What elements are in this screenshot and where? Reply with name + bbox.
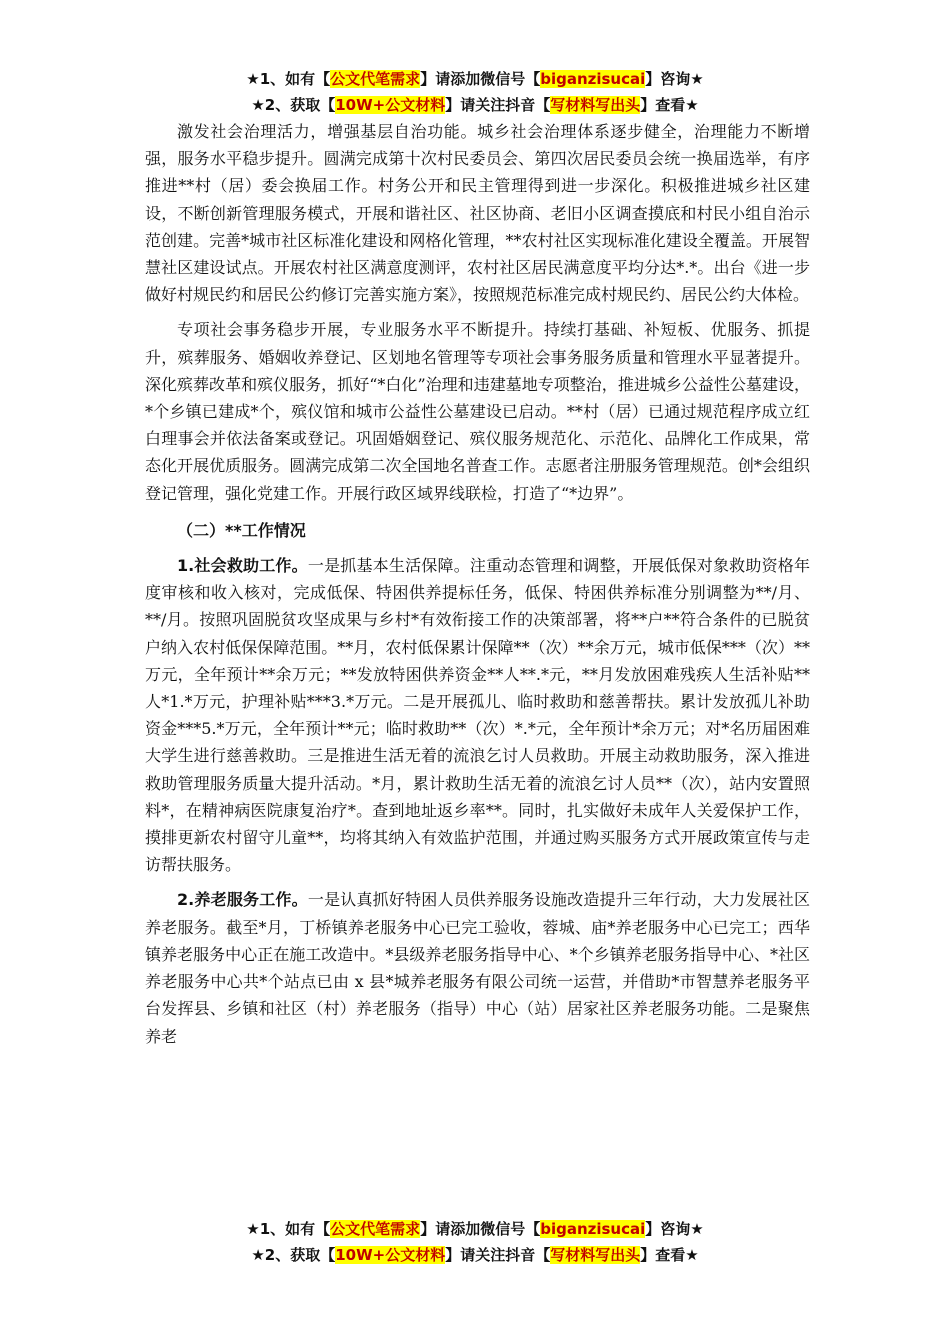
banner-highlight: biganzisucai (540, 70, 646, 88)
banner-highlight: 公文代笔需求 (330, 70, 421, 88)
banner-highlight: 写材料写出头 (550, 96, 641, 114)
paragraph-1: 激发社会治理活力，增强基层自治功能。城乡社会治理体系逐步健全，治理能力不断增强，服务水平稳步提升。圆满完成第十次村民委员会、第四次居民委员会统一换届选举，有序推进**村（居）委会换届工作。村务公开和民主管理得到进一步深化。积极推进城乡社区建设，不断创新管理服务模式，开展和谐社区、社区协商、老旧小区调查摸底和村民小组自治示范创建。完善*城市社区标准化建设和网格化管理，**农村社区实现标准化建设全覆盖。开展智慧社区建设试点。开展农村社区满意度测评，农村社区居民满意度平均分达*.*。出台《进一步做好村规民约和居民公约修订完善实施方案》，按照规范标准完成村规民约、居民公约大体检。 (145, 122, 810, 305)
banner-text: 】请添加微信号【 (420, 70, 541, 88)
banner-text: 】请关注抖音【 (445, 96, 551, 114)
banner-text: 】咨询★ (645, 1220, 704, 1238)
document-body (145, 118, 810, 1050)
paragraph-4 (145, 886, 810, 1049)
banner-text: ★1、如有【 (246, 1220, 331, 1238)
bottom-banner (0, 1216, 950, 1268)
banner-highlight: 写材料写出头 (550, 1246, 641, 1264)
banner-text: 】查看★ (640, 1246, 699, 1264)
banner-highlight: 10W+公文材料 (335, 96, 446, 114)
paragraph-3 (145, 552, 810, 878)
banner-line-1 (0, 66, 950, 92)
paragraph-text: 一是认真抓好特困人员供养服务设施改造提升三年行动，大力发展社区养老服务。截至*月，丁桥镇养老服务中心已完工验收，蓉城、庙*养老服务中心已完工；西华镇养老服务中心正在施工改造中。*县级养老服务指导中心、*个乡镇养老服务指导中心、*社区养老服务中心共*个站点已由 x 县*城养老服务有限公司统一运营，并借助*市智慧养老服务平台发挥县、乡镇和社区（村）养老服务（指导）中心（站）居家社区养老服务功能。二是聚焦养老 (145, 890, 810, 1046)
banner-text: 】查看★ (640, 96, 699, 114)
banner-text: 】请添加微信号【 (420, 1220, 541, 1238)
section-heading: （二）**工作情况 (177, 520, 306, 540)
banner-text: ★2、获取【 (251, 1246, 336, 1264)
banner-text: ★2、获取【 (251, 96, 336, 114)
banner-line-2 (0, 1242, 950, 1268)
banner-highlight: 公文代笔需求 (330, 1220, 421, 1238)
top-banner (0, 66, 950, 118)
banner-text: 】请关注抖音【 (445, 1246, 551, 1264)
paragraph-text: 一是抓基本生活保障。注重动态管理和调整，开展低保对象救助资格年度审核和收入核对，完成低保、特困供养提标任务，低保、特困供养标准分别调整为**/月、**/月。按照巩固脱贫攻坚成果与乡村*有效衔接工作的决策部署，将**户**符合条件的已脱贫户纳入农村低保保障范围。**月，农村低保累计保障**（次）**余万元，城市低保***（次）**万元，全年预计**余万元；**发放特困供养资金**人**.*元，**月发放困难残疾人生活补贴**人*1.*万元，护理补贴***3.*万元。二是开展孤儿、临时救助和慈善帮扶。累计发放孤儿补助资金***5.*万元，全年预计**元；临时救助**（次）*.*元，全年预计*余万元；对*名历届困难大学生进行慈善救助。三是推进生活无着的流浪乞讨人员救助。开展主动救助服务，深入推进救助管理服务质量大提升活动。*月，累计救助生活无着的流浪乞讨人员**（次），站内安置照料*，在精神病医院康复治疗*。查到地址返乡率**。同时，扎实做好未成年人关爱保护工作，摸排更新农村留守儿童**，均将其纳入有效监护范围，并通过购买服务方式开展政策宣传与走访帮扶服务。 (145, 556, 810, 875)
paragraph-2: 专项社会事务稳步开展，专业服务水平不断提升。持续打基础、补短板、优服务、抓提升，殡葬服务、婚姻收养登记、区划地名管理等专项社会事务服务质量和管理水平显著提升。深化殡葬改革和殡仪服务，抓好“*白化”治理和违建墓地专项整治，推进城乡公益性公墓建设，*个乡镇已建成*个，殡仪馆和城市公益性公墓建设已启动。**村（居）已通过规范程序成立红白理事会并依法备案或登记。巩固婚姻登记、殡仪服务规范化、示范化、品牌化工作成果，常态化开展优质服务。圆满完成第二次全国地名普查工作。志愿者注册服务管理规范。创*会组织登记管理，强化党建工作。开展行政区域界线联检，打造了“*边界”。 (145, 320, 810, 503)
banner-text: 】咨询★ (645, 70, 704, 88)
banner-highlight: 10W+公文材料 (335, 1246, 446, 1264)
paragraph-lead: 2.养老服务工作。 (177, 890, 308, 910)
banner-text: ★1、如有【 (246, 70, 331, 88)
banner-line-2 (0, 92, 950, 118)
paragraph-lead: 1.社会救助工作。 (177, 556, 308, 576)
banner-line-1 (0, 1216, 950, 1242)
banner-highlight: biganzisucai (540, 1220, 646, 1238)
